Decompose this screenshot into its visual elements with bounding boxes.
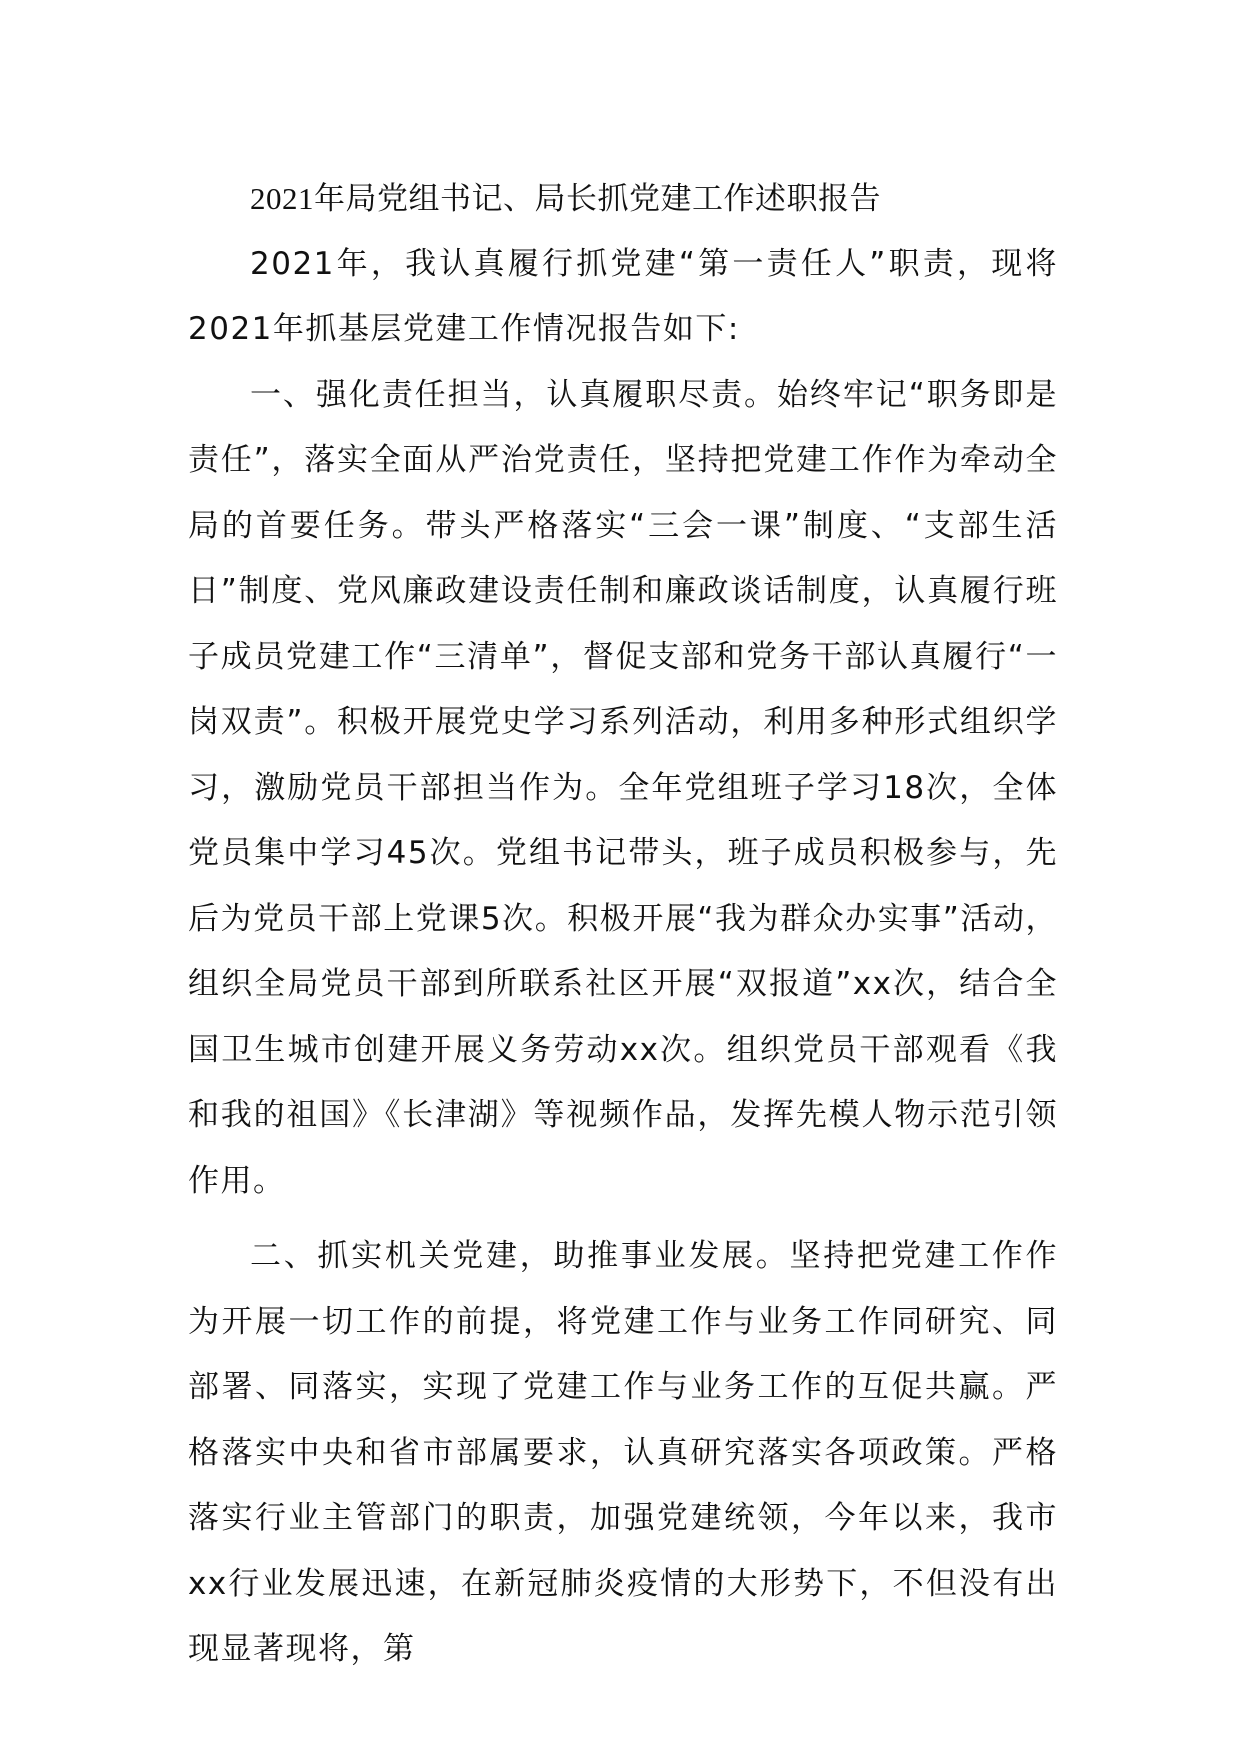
paragraph-section-one: 一、强化责任担当，认真履职尽责。始终牢记“职务即是责任”，落实全面从严治党责任，坚持把党建工作作为牵动全局的首要任务。带头严格落实“三会一课”制度、“支部生活日”制度、党风廉政建设责任制和廉政谈话制度，认真履行班子成员党建工作“三清单”，督促支部和党务干部认真履行“一岗双责”。积极开展党史学习系列活动，利用多种形式组织学习，激励党员干部担当作为。全年党组班子学习18次，全体党员集中学习45次。党组书记带头，班子成员积极参与，先后为党员干部上党课5次。积极开展“我为群众办实事”活动，组织全局党员干部到所联系社区开展“双报道”xx次，结合全国卫生城市创建开展义务劳动xx次。组织党员干部观看《我和我的祖国》《长津湖》等视频作品，发挥先模人物示范引领作用。: [188, 376, 1058, 1199]
document-title: 2021年局党组书记、局长抓党建工作述职报告: [250, 181, 881, 216]
document-body: [188, 166, 1058, 1683]
paragraph-section-two: 二、抓实机关党建，助推事业发展。坚持把党建工作作为开展一切工作的前提，将党建工作与业务工作同研究、同部署、同落实，实现了党建工作与业务工作的互促共赢。严格落实中央和省市部属要求，认真研究落实各项政策。严格落实行业主管部门的职责，加强党建统领，今年以来，我市xx行业发展迅速，在新冠肺炎疫情的大形势下，不但没有出现显著现将，第: [188, 1238, 1058, 1667]
paragraph-intro: 2021年，我认真履行抓党建“第一责任人”职责，现将2021年抓基层党建工作情况报告如下:: [188, 245, 1058, 347]
